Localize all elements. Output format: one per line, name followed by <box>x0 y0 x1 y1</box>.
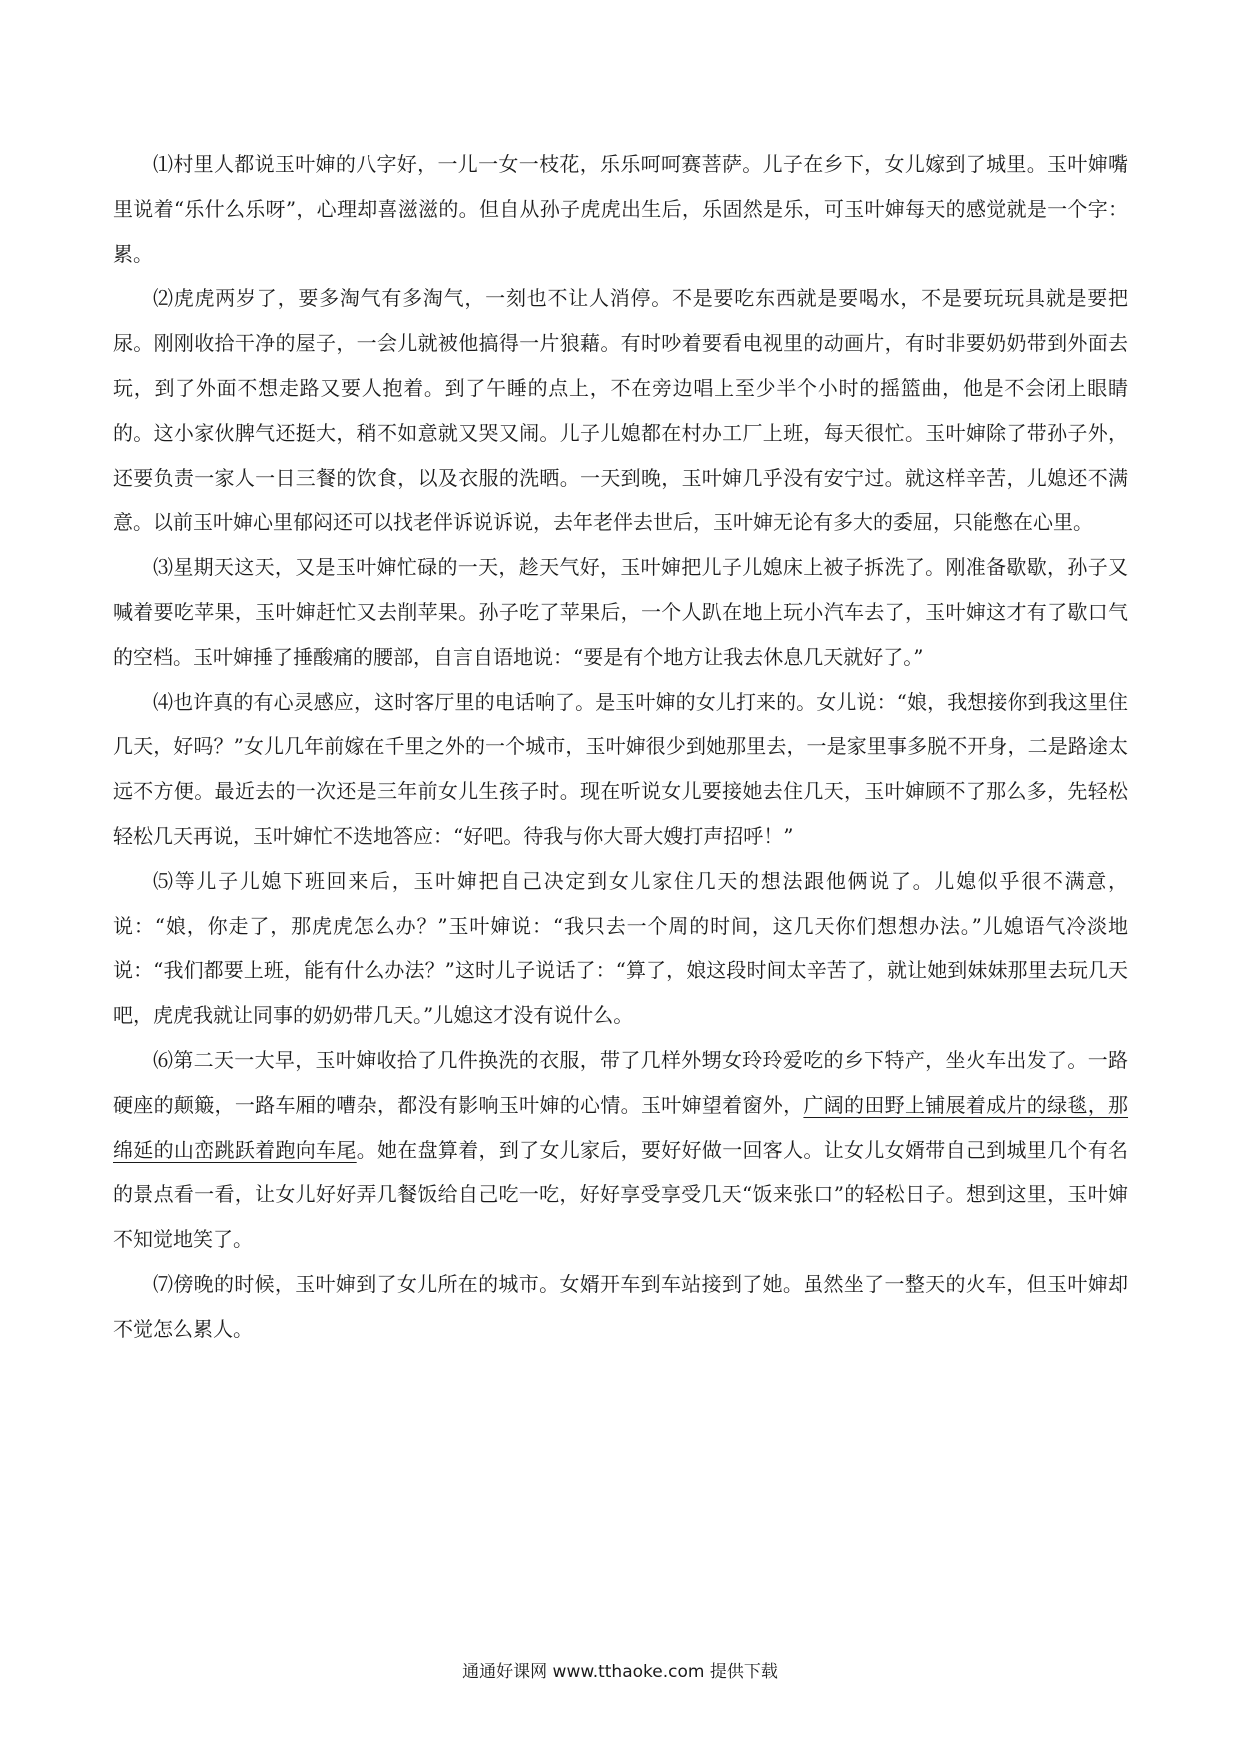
paragraph-text: 星期天这天，又是玉叶婶忙碌的一天，趁天气好，玉叶婶把儿子儿媳床上被子拆洗了。刚准备歇歇，孙子又喊着要吃苹果，玉叶婶赶忙又去削苹果。孙子吃了苹果后，一个人趴在地上玩小汽车去了，玉叶婶这才有了歇口气的空档。玉叶婶捶了捶酸痛的腰部，自言自语地说：“要是有个地方让我去休息几天就好了。” <box>113 555 1129 669</box>
paragraph-text: 村里人都说玉叶婶的八字好，一儿一女一枝花，乐乐呵呵赛菩萨。儿子在乡下，女儿嫁到了城里。玉叶婶嘴里说着“乐什么乐呀”，心理却喜滋滋的。但自从孙子虎虎出生后，乐固然是乐，可玉叶婶每天的感觉就是一个字：累。 <box>113 152 1129 266</box>
paragraph-4 <box>113 680 1128 859</box>
paragraph-7 <box>113 1262 1128 1352</box>
underlined-sentence: 广阔的田野上铺展着成片的绿毯，那绵延的山峦跳跃着跑向车尾 <box>113 1092 1129 1162</box>
paragraph-2 <box>113 276 1128 545</box>
paragraph-text: 也许真的有心灵感应，这时客厅里的电话响了。是玉叶婶的女儿打来的。女儿说：“娘，我想接你到我这里住几天，好吗？”女儿几年前嫁在千里之外的一个城市，玉叶婶很少到她那里去，一是家里事多脱不开身，二是路途太远不方便。最近去的一次还是三年前女儿生孩子时。现在听说女儿要接她去住几天，玉叶婶顾不了那么多，先轻松轻松几天再说，玉叶婶忙不迭地答应：“好吧。待我与你大哥大嫂打声招呼！” <box>113 689 1128 848</box>
paragraph-text: 傍晚的时候，玉叶婶到了女儿所在的城市。女婿开车到车站接到了她。虽然坐了一整天的火车，但玉叶婶却不觉怎么累人。 <box>113 1271 1129 1341</box>
paragraph-5 <box>113 859 1128 1038</box>
paragraph-6 <box>113 1038 1128 1262</box>
paragraph-number: ⑴ <box>153 152 174 176</box>
paragraph-number: ⑺ <box>153 1271 174 1296</box>
paragraph-number: ⑹ <box>153 1047 174 1072</box>
paragraph-text-before: 第二天一大早，玉叶婶收拾了几件换洗的衣服，带了几样外甥女玲玲爱吃的乡下特产，坐火车出发了。一路硬座的颠簸，一路车厢的嘈杂，都没有影响玉叶婶的心情。玉叶婶望着窗外， <box>113 1047 1129 1117</box>
paragraph-text: 等儿子儿媳下班回来后，玉叶婶把自己决定到女儿家住几天的想法跟他俩说了。儿媳似乎很不满意，说：“娘，你走了，那虎虎怎么办？”玉叶婶说：“我只去一个周的时间，这几天你们想想办法。”儿媳语气冷淡地说：“我们都要上班，能有什么办法？”这时儿子说话了：“算了，娘这段时间太辛苦了，就让她到妹妹那里去玩几天吧，虎虎我就让同事的奶奶带几天。”儿媳这才没有说什么。 <box>113 868 1129 1028</box>
paragraph-number: ⑵ <box>153 286 174 311</box>
story-body <box>113 142 1128 1352</box>
paragraph-text: 虎虎两岁了，要多淘气有多淘气，一刻也不让人消停。不是要吃东西就是要喝水，不是要玩玩具就是要把尿。刚刚收拾干净的屋子，一会儿就被他搞得一片狼藉。有时吵着要看电视里的动画片，有时非要奶奶带到外面去玩，到了外面不想走路又要人抱着。到了午睡的点上，不在旁边唱上至少半个小时的摇篮曲，他是不会闭上眼睛的。这小家伙脾气还挺大，稍不如意就又哭又闹。儿子儿媳都在村办工厂上班，每天很忙。玉叶婶除了带孙子外，还要负责一家人一日三餐的饮食，以及衣服的洗晒。一天到晚，玉叶婶几乎没有安宁过。就这样辛苦，儿媳还不满意。以前玉叶婶心里郁闷还可以找老伴诉说诉说，去年老伴去世后，玉叶婶无论有多大的委屈，只能憋在心里。 <box>113 286 1129 535</box>
paragraph-3 <box>113 545 1128 679</box>
paragraph-number: ⑷ <box>153 689 174 714</box>
page-footer: 通通好课网 www.tthaoke.com 提供下载 <box>462 1662 778 1682</box>
paragraph-number: ⑸ <box>153 868 175 893</box>
paragraph-text-after: 。她在盘算着，到了女儿家后，要好好做一回客人。让女儿女婿带自己到城里几个有名的景点看一看，让女儿好好弄几餐饭给自己吃一吃，好好享受享受几天“饭来张口”的轻松日子。想到这里，玉叶婶不知觉地笑了。 <box>113 1137 1129 1252</box>
paragraph-1 <box>113 142 1128 276</box>
paragraph-number: ⑶ <box>153 555 174 580</box>
